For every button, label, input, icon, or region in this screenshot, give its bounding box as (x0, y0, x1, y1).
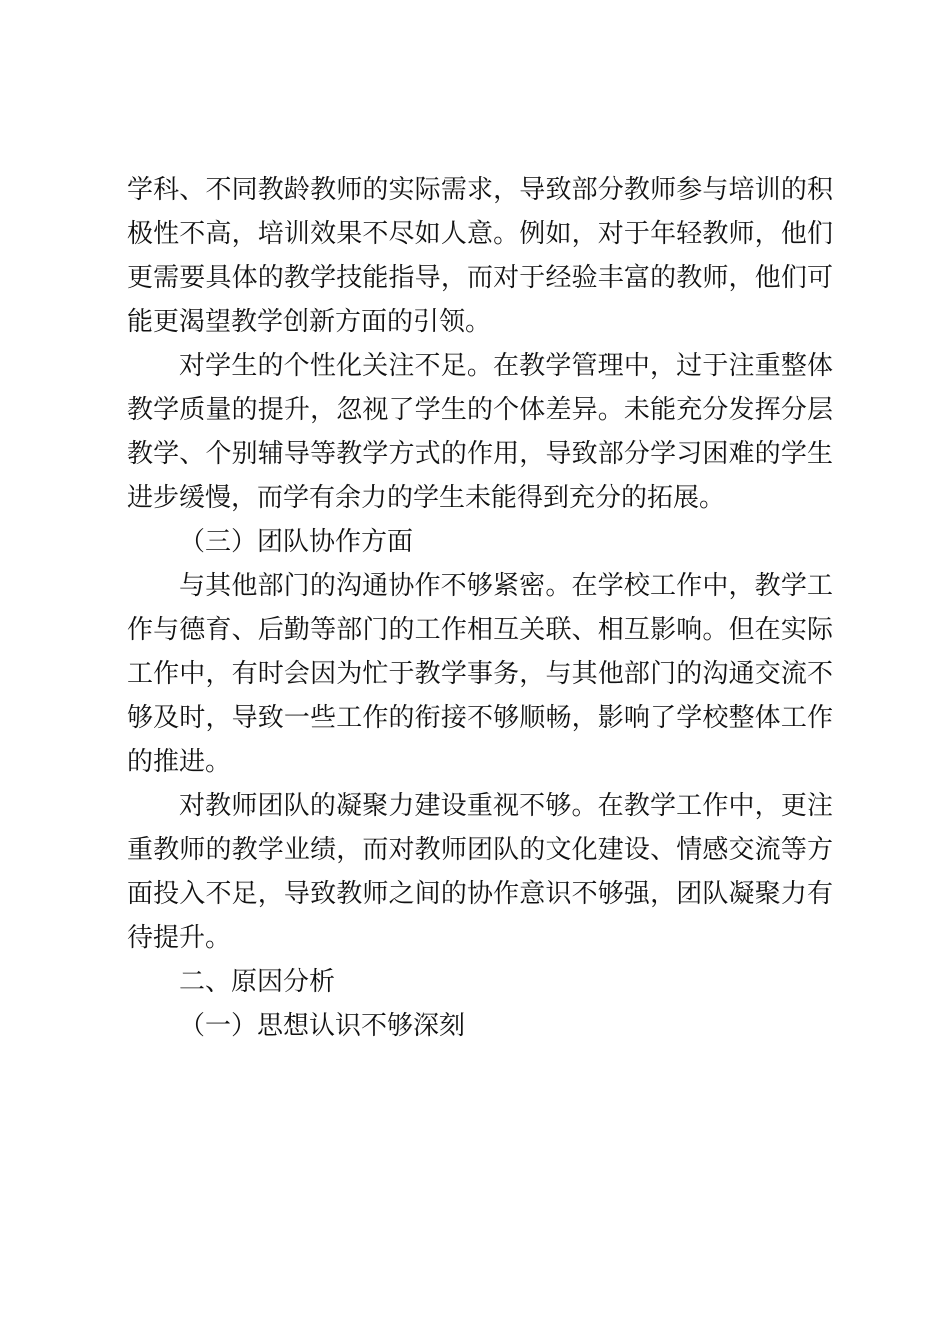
paragraph-student-attention: 对学生的个性化关注不足。在教学管理中，过于注重整体教学质量的提升，忽视了学生的个体差异。未能充分发挥分层教学、个别辅导等教学方式的作用，导致部分学习困难的学生进步缓慢，而学有余力的学生未能得到充分的拓展。 (127, 351, 833, 513)
paragraph-continuation: 学科、不同教龄教师的实际需求，导致部分教师参与培训的积极性不高，培训效果不尽如人意。例如，对于年轻教师，他们更需要具体的教学技能指导，而对于经验丰富的教师，他们可能更渴望教学创新方面的引领。 (127, 175, 833, 337)
section-heading-team-collaboration: （三）团队协作方面 (179, 527, 414, 557)
section-heading-cause-analysis: 二、原因分析 (179, 967, 336, 997)
paragraph-department-communication: 与其他部门的沟通协作不够紧密。在学校工作中，教学工作与德育、后勤等部门的工作相互关联、相互影响。但在实际工作中，有时会因为忙于教学事务，与其他部门的沟通交流不够及时，导致一些工作的衔接不够顺畅，影响了学校整体工作的推进。 (127, 571, 833, 777)
document-body (127, 168, 833, 1048)
subsection-heading-ideological-understanding: （一）思想认识不够深刻 (179, 1011, 466, 1041)
paragraph-team-cohesion: 对教师团队的凝聚力建设重视不够。在教学工作中，更注重教师的教学业绩，而对教师团队的文化建设、情感交流等方面投入不足，导致教师之间的协作意识不够强，团队凝聚力有待提升。 (127, 791, 833, 953)
